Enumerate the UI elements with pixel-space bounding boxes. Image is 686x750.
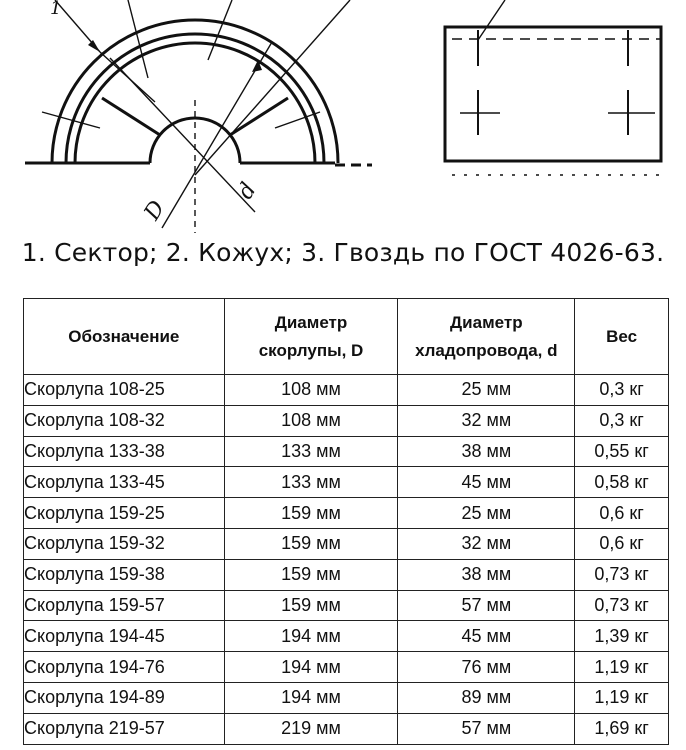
cell-shell-diameter: 194 мм	[224, 652, 398, 683]
cell-designation: Скорлупа 194-76	[24, 652, 225, 683]
cell-weight: 0,55 кг	[575, 436, 669, 467]
table-row	[24, 498, 669, 529]
cell-pipe-diameter: 57 мм	[398, 590, 575, 621]
cell-pipe-diameter: 45 мм	[398, 467, 575, 498]
cell-pipe-diameter: 25 мм	[398, 375, 575, 406]
table-row	[24, 405, 669, 436]
header-pipe-diameter: Диаметр хладопровода, d	[398, 299, 575, 375]
cell-shell-diameter: 159 мм	[224, 590, 398, 621]
cell-pipe-diameter: 45 мм	[398, 621, 575, 652]
table-row	[24, 436, 669, 467]
table-row	[24, 467, 669, 498]
cell-designation: Скорлупа 108-25	[24, 375, 225, 406]
table-row	[24, 621, 669, 652]
cell-pipe-diameter: 38 мм	[398, 559, 575, 590]
shell-side-view	[445, 0, 665, 175]
table-row	[24, 652, 669, 683]
label-part-number: 1	[50, 0, 62, 19]
cell-designation: Скорлупа 194-89	[24, 682, 225, 713]
cell-weight: 1,39 кг	[575, 621, 669, 652]
cell-pipe-diameter: 32 мм	[398, 405, 575, 436]
cell-shell-diameter: 159 мм	[224, 498, 398, 529]
cell-shell-diameter: 159 мм	[224, 528, 398, 559]
table-row	[24, 590, 669, 621]
cell-shell-diameter: 194 мм	[224, 682, 398, 713]
header-shell-diameter: Диаметр скорлупы, D	[224, 299, 398, 375]
table-header-row	[24, 299, 669, 375]
cell-weight: 1,19 кг	[575, 652, 669, 683]
cell-weight: 0,3 кг	[575, 405, 669, 436]
table-row	[24, 528, 669, 559]
cell-designation: Скорлупа 219-57	[24, 713, 225, 744]
cell-designation: Скорлупа 159-38	[24, 559, 225, 590]
cell-weight: 1,69 кг	[575, 713, 669, 744]
table-row	[24, 375, 669, 406]
cell-designation: Скорлупа 159-57	[24, 590, 225, 621]
table-row	[24, 713, 669, 744]
cell-shell-diameter: 194 мм	[224, 621, 398, 652]
cell-pipe-diameter: 32 мм	[398, 528, 575, 559]
figure-caption: 1. Сектор; 2. Кожух; 3. Гвоздь по ГОСТ 4026-63.	[21, 238, 665, 267]
cell-pipe-diameter: 76 мм	[398, 652, 575, 683]
cell-pipe-diameter: 38 мм	[398, 436, 575, 467]
table-row	[24, 682, 669, 713]
cell-weight: 0,6 кг	[575, 498, 669, 529]
label-outer-diameter: D	[139, 196, 171, 225]
cell-weight: 1,19 кг	[575, 682, 669, 713]
cell-pipe-diameter: 57 мм	[398, 713, 575, 744]
header-weight: Вес	[575, 299, 669, 375]
label-inner-diameter: d	[233, 178, 262, 204]
cell-weight: 0,73 кг	[575, 590, 669, 621]
cell-weight: 0,58 кг	[575, 467, 669, 498]
cell-weight: 0,6 кг	[575, 528, 669, 559]
cell-shell-diameter: 159 мм	[224, 559, 398, 590]
table-row	[24, 559, 669, 590]
cell-pipe-diameter: 25 мм	[398, 498, 575, 529]
cell-designation: Скорлупа 133-38	[24, 436, 225, 467]
cell-shell-diameter: 108 мм	[224, 375, 398, 406]
shell-cross-section	[25, 20, 338, 163]
cell-designation: Скорлупа 159-25	[24, 498, 225, 529]
cell-shell-diameter: 133 мм	[224, 436, 398, 467]
cell-pipe-diameter: 89 мм	[398, 682, 575, 713]
cell-designation: Скорлупа 133-45	[24, 467, 225, 498]
cell-shell-diameter: 108 мм	[224, 405, 398, 436]
cell-designation: Скорлупа 194-45	[24, 621, 225, 652]
cell-shell-diameter: 219 мм	[224, 713, 398, 744]
cell-weight: 0,73 кг	[575, 559, 669, 590]
specification-table	[23, 298, 669, 745]
header-designation: Обозначение	[24, 299, 225, 375]
cell-shell-diameter: 133 мм	[224, 467, 398, 498]
cell-designation: Скорлупа 108-32	[24, 405, 225, 436]
technical-drawing	[0, 0, 686, 235]
cell-designation: Скорлупа 159-32	[24, 528, 225, 559]
cell-weight: 0,3 кг	[575, 375, 669, 406]
